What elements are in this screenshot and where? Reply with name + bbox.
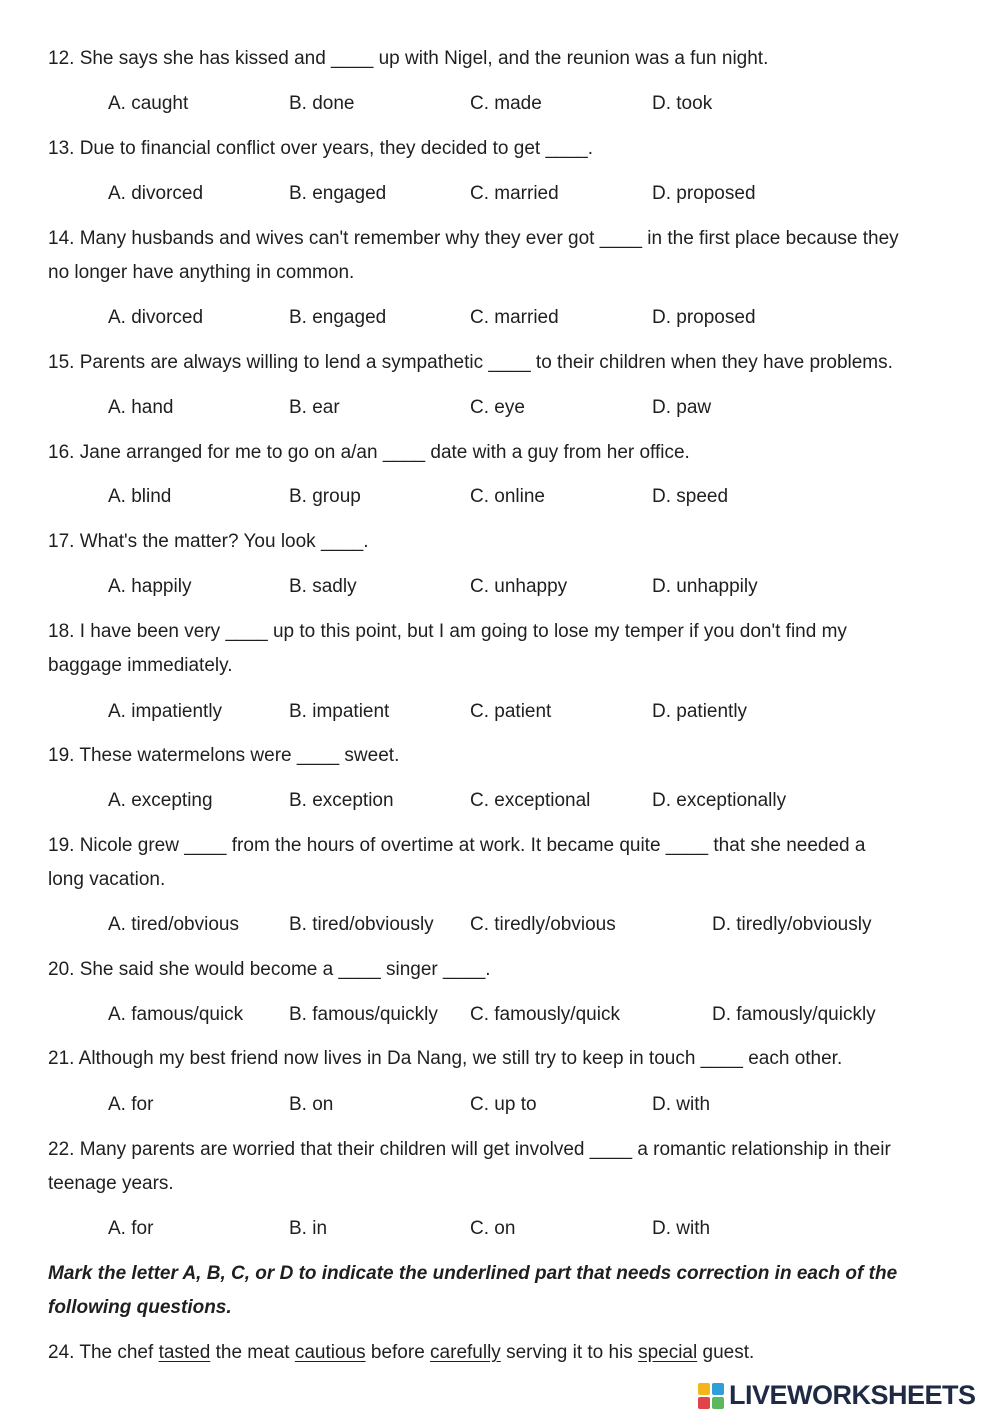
question-12-stem: 12. She says she has kissed and ____ up with Nigel, and the reunion was a fun night.: [48, 48, 769, 69]
question-19b-options: [0, 914, 1000, 936]
option-d: D. tiredly/obviously: [712, 914, 872, 935]
brand-name: LIVEWORKSHEETS: [729, 1379, 976, 1410]
question-16-options: [0, 486, 1000, 508]
option-a: A. for: [108, 1218, 154, 1239]
question-14-stem-cont: no longer have anything in common.: [48, 262, 355, 283]
question-20-stem: 20. She said she would become a ____ singer ____.: [48, 959, 491, 980]
question-17-stem: 17. What's the matter? You look ____.: [48, 531, 369, 552]
liveworksheets-logo-icon: [698, 1381, 726, 1409]
option-a: A. blind: [108, 486, 172, 507]
question-13-stem: 13. Due to financial conflict over years, they decided to get ____.: [48, 138, 593, 159]
option-d: D. speed: [652, 486, 729, 507]
q24-text: serving it to his: [500, 1342, 639, 1363]
option-b: B. exception: [289, 790, 394, 811]
option-c: C. unhappy: [470, 576, 568, 597]
q24-text: before: [365, 1342, 431, 1363]
question-22-stem: 22. Many parents are worried that their children will get involved ____ a romantic relationship in their: [48, 1139, 891, 1160]
option-a: A. divorced: [108, 183, 204, 204]
option-a: A. excepting: [108, 790, 213, 811]
option-a: A. divorced: [108, 307, 204, 328]
option-b: B. sadly: [289, 576, 357, 597]
option-c: C. patient: [470, 701, 552, 722]
question-19-options: [0, 790, 1000, 812]
option-d: D. patiently: [652, 701, 748, 722]
underlined-option-d: special: [638, 1342, 698, 1363]
q24-text: the meat: [210, 1342, 295, 1363]
option-d: D. famously/quickly: [712, 1004, 876, 1025]
question-16-stem: 16. Jane arranged for me to go on a/an ____ date with a guy from her office.: [48, 442, 690, 463]
underlined-option-c: carefully: [430, 1342, 501, 1363]
question-19b-stem-cont: long vacation.: [48, 869, 166, 890]
option-c: C. up to: [470, 1094, 537, 1115]
question-15-options: [0, 397, 1000, 419]
question-18-stem-cont: baggage immediately.: [48, 655, 233, 676]
q24-text: guest.: [697, 1342, 755, 1363]
question-21-options: [0, 1094, 1000, 1116]
option-b: B. in: [289, 1218, 328, 1239]
option-b: B. done: [289, 93, 355, 114]
question-18-options: [0, 701, 1000, 723]
option-b: B. ear: [289, 397, 340, 418]
option-d: D. exceptionally: [652, 790, 787, 811]
option-d: D. proposed: [652, 307, 756, 328]
question-20-options: [0, 1004, 1000, 1026]
question-17-options: [0, 576, 1000, 598]
option-b: B. engaged: [289, 307, 387, 328]
question-24-stem: [48, 1342, 754, 1364]
option-c: C. eye: [470, 397, 525, 418]
option-c: C. famously/quick: [470, 1004, 620, 1025]
question-19-stem: 19. These watermelons were ____ sweet.: [48, 745, 400, 766]
option-d: D. took: [652, 93, 713, 114]
option-b: B. tired/obviously: [289, 914, 434, 935]
question-14-options: [0, 307, 1000, 329]
option-b: B. group: [289, 486, 361, 507]
option-d: D. with: [652, 1094, 711, 1115]
option-c: C. exceptional: [470, 790, 591, 811]
option-d: D. with: [652, 1218, 711, 1239]
q24-text: 24. The chef: [48, 1342, 159, 1363]
question-22-options: [0, 1218, 1000, 1240]
underlined-option-a: tasted: [158, 1342, 211, 1363]
question-19b-stem: 19. Nicole grew ____ from the hours of overtime at work. It became quite ____ that she needed a: [48, 835, 866, 856]
question-12-options: [0, 93, 1000, 115]
option-d: D. proposed: [652, 183, 756, 204]
question-18-stem: 18. I have been very ____ up to this point, but I am going to lose my temper if you don't find my: [48, 621, 847, 642]
option-b: B. impatient: [289, 701, 390, 722]
underlined-option-b: cautious: [294, 1342, 366, 1363]
option-a: A. impatiently: [108, 701, 223, 722]
option-b: B. famous/quickly: [289, 1004, 438, 1025]
question-13-options: [0, 183, 1000, 205]
option-c: C. online: [470, 486, 545, 507]
option-a: A. tired/obvious: [108, 914, 239, 935]
liveworksheets-watermark: [698, 1377, 1000, 1413]
option-b: B. on: [289, 1094, 334, 1115]
instruction-line-1: Mark the letter A, B, C, or D to indicate the underlined part that needs correction in each of the: [48, 1263, 898, 1284]
option-a: A. caught: [108, 93, 189, 114]
question-14-stem: 14. Many husbands and wives can't remember why they ever got ____ in the first place because they: [48, 228, 899, 249]
option-d: D. unhappily: [652, 576, 758, 597]
question-22-stem-cont: teenage years.: [48, 1173, 174, 1194]
option-d: D. paw: [652, 397, 712, 418]
option-c: C. married: [470, 183, 559, 204]
instruction-line-2: following questions.: [48, 1297, 232, 1318]
option-b: B. engaged: [289, 183, 387, 204]
option-c: C. on: [470, 1218, 516, 1239]
option-a: A. hand: [108, 397, 174, 418]
option-c: C. married: [470, 307, 559, 328]
option-a: A. for: [108, 1094, 154, 1115]
option-a: A. happily: [108, 576, 192, 597]
question-15-stem: 15. Parents are always willing to lend a sympathetic ____ to their children when they have problems.: [48, 352, 893, 373]
option-c: C. made: [470, 93, 542, 114]
option-a: A. famous/quick: [108, 1004, 244, 1025]
option-c: C. tiredly/obvious: [470, 914, 616, 935]
question-21-stem: 21. Although my best friend now lives in Da Nang, we still try to keep in touch ____ each other.: [48, 1048, 843, 1069]
